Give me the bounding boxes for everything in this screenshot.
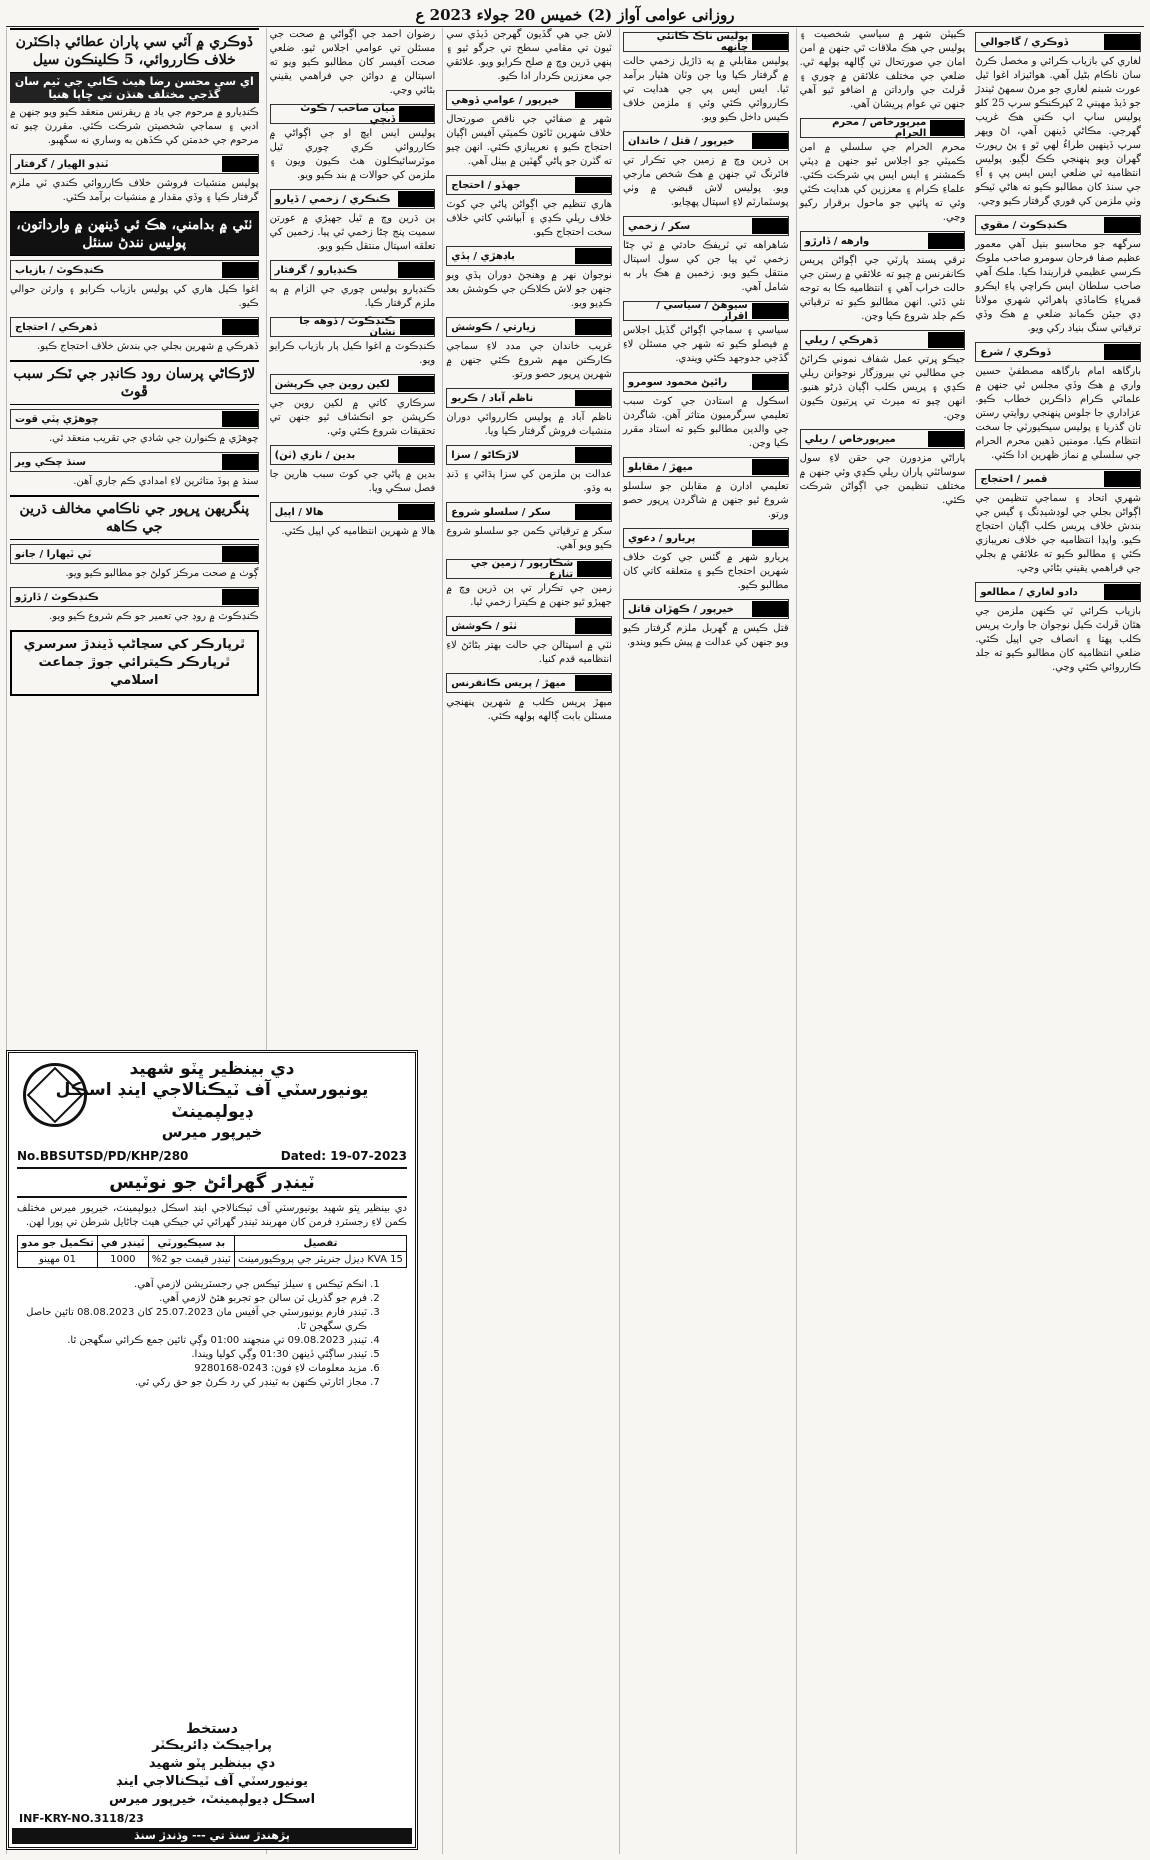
story-location: لاڙڪاڻو / سزا xyxy=(451,449,520,461)
story-slug xyxy=(10,452,259,472)
story-location: ڏهرڪي / احتجاج xyxy=(15,321,97,333)
story-location: رائيڻ محمود سومرو xyxy=(627,376,728,388)
news-story xyxy=(446,175,612,240)
news-story xyxy=(270,260,436,311)
tender-signature xyxy=(9,1721,415,1809)
story-slug xyxy=(623,457,789,477)
tender-td-3: 1000 xyxy=(97,1252,148,1268)
tender-td-1: 15 KVA ڊيزل جنريٽر جي پروڪيورمينٽ xyxy=(234,1252,406,1268)
story-location: ميهڙ / پريس ڪانفرنس xyxy=(451,677,566,689)
tender-date: Dated: 19-07-2023 xyxy=(280,1149,407,1163)
tender-intro: دي بينظير ڀٽو شهيد يونيورسٽي آف ٽيڪنالاجي اينڊ اسڪل ڊيولپمينٽ، خيرپور ميرس مختلف ڪمن لاءِ رجسٽرڊ فرمن کان مهربند ٽينڊر گهرائي ٿي جيڪي هيٺ ڄاڻايل شرطن تي پورا لهن. xyxy=(17,1203,407,1228)
news-story xyxy=(446,388,612,439)
reporter-tag-block xyxy=(575,675,611,691)
list-item: 6. مزيد معلومات لاءِ فون: 0243-9280168 xyxy=(17,1362,367,1376)
story-body: ڪنڊڪوٽ ۾ اغوا ڪيل ٻار بازياب ڪرايو ويو. xyxy=(269,341,436,366)
reporter-tag-block xyxy=(752,133,788,149)
reporter-tag-block xyxy=(575,504,611,520)
news-story xyxy=(270,104,436,183)
tender-conditions xyxy=(17,1278,407,1390)
story-body: هاري تنظيم جي اڳواڻن پاڻي جي کوٽ خلاف ريلي ڪڍي ۽ آبپاشي کاتي خلاف سخت احتجاج ڪيو. xyxy=(446,199,612,238)
news-story xyxy=(446,90,612,169)
tender-title-1: دي بينظير ڀٽو شهيد xyxy=(129,1059,295,1079)
story-body: جيڪو ڀرتي عمل شفاف نموني ڪرائڻ جي مطالبي تي بيروزگار نوجوانن ريلي ڪڍي ۽ پريس ڪلب اڳيان ڌرڻو هنيو. انهن چيو ته ميرٽ تي ڀرتيون ڪيون وڃن. xyxy=(799,354,966,421)
story-location: هالا / اپيل xyxy=(274,506,324,518)
inf-number: INF-KRY-NO.3118/23 xyxy=(19,1812,144,1825)
reporter-tag-block xyxy=(575,92,611,108)
reporter-tag-block xyxy=(398,191,434,207)
story-slug xyxy=(10,317,259,337)
subheadline-1: اي سي محسن رضا هيٺ ڪاني جي ٽيم سان گڏجي مختلف هنڌن تي ڇاپا هنيا xyxy=(10,73,259,103)
story-slug xyxy=(975,32,1141,52)
story-body: شاهراهه تي ٽريفڪ حادثي ۾ ٽي ڄڻا زخمي ٿي پيا جن کي سول اسپتال منتقل ڪيو ويو. زخمين ۾ هڪ ٻار به شامل آهي. xyxy=(622,240,789,293)
reporter-tag-block xyxy=(752,218,788,234)
reporter-tag-block xyxy=(752,459,788,475)
ad-box xyxy=(10,630,259,696)
story-slug xyxy=(10,544,259,564)
story-slug xyxy=(270,374,436,394)
story-body: ڪيپٽن شهر ۾ سياسي شخصيت ۽ پوليس جي هڪ ملاقات ٿي جنهن ۾ امن امان جي صورتحال تي ڳالهه ٻولهه ٿي. ضلعي جي مختلف علائقن ۾ چوري ۽ ڦرلٽ جي وارداتن ۾ اضافو ٿيو آهي جنهن تي عوام پريشان آهي. xyxy=(799,29,966,110)
story-location: پريارو / دعوي xyxy=(627,532,696,544)
signature-line-4: اسڪل ڊيولپمينٽ، خيرپور ميرس xyxy=(108,1792,316,1807)
story-slug xyxy=(446,175,612,195)
reporter-tag-block xyxy=(752,530,788,546)
news-story xyxy=(800,330,966,423)
story-body: ميهڙ پريس ڪلب ۾ شهرين پنهنجي مسئلن بابت ڳالهه ٻولهه ڪئي. xyxy=(446,697,612,722)
story-slug xyxy=(10,587,259,607)
list-item: 3. ٽينڊر فارم يونيورسٽي جي آفيس مان 25.07.2023 کان 08.08.2023 تائين حاصل ڪري سگهجن ٿا. xyxy=(17,1306,367,1334)
news-story xyxy=(270,28,436,98)
story-location: پوليس ناڪ ڪانئي چانهه xyxy=(656,31,749,53)
story-location: ڏوڪري / گاجوالي xyxy=(980,36,1069,48)
story-body: ٻن ڌرين وچ ۾ ٿيل جهيڙي ۾ عورتن سميت پنج ڄڻا زخمي ٿي پيا. زخمين کي تعلقه اسپتال منتقل ڪيو ويو. xyxy=(269,213,436,252)
news-story xyxy=(623,599,789,650)
news-story xyxy=(446,616,612,667)
story-slug xyxy=(623,32,789,52)
reporter-tag-block xyxy=(399,106,434,122)
story-slug xyxy=(446,246,612,266)
story-slug xyxy=(975,469,1141,489)
news-story xyxy=(623,457,789,522)
story-slug xyxy=(446,445,612,465)
story-slug xyxy=(623,301,789,321)
headline-1: ڏوڪري ۾ آئي سي پاران عطائي ڊاڪٽرن خلاف ڪارروائي، 5 ڪلينڪون سيل xyxy=(10,28,259,73)
list-item: 1. انڪم ٽيڪس ۽ سيلز ٽيڪس جي رجسٽريشن لازمي آهي. xyxy=(17,1278,367,1292)
reporter-tag-block xyxy=(222,589,258,605)
story-location: شڪارپور / زمين جي تنازع xyxy=(470,558,574,580)
story-location: ڪنڊڪوٽ / مقوي xyxy=(980,219,1068,231)
reporter-tag-block xyxy=(398,447,434,463)
tender-th-4: تڪميل جو مدو xyxy=(18,1236,98,1252)
story-body: سياسي ۽ سماجي اڳواڻن گڏيل اجلاس ۾ فيصلو ڪيو ته شهر جي مسئلن لاءِ گڏجي جدوجهد ڪئي ويندي. xyxy=(622,325,789,364)
news-story xyxy=(975,469,1141,576)
story-location: ٽي ٽيهارا / جانو xyxy=(15,548,92,560)
news-story xyxy=(10,452,259,489)
story-location: باڊهڙي / ٻڏي xyxy=(451,250,515,262)
news-story xyxy=(975,32,1141,209)
news-story xyxy=(270,502,436,539)
story-slug xyxy=(800,330,966,350)
story-body: تعليمي ادارن ۾ مقابلن جو سلسلو شروع ٿيو جنهن ۾ شاگردن ڀرپور حصو ورتو. xyxy=(622,481,789,520)
tender-heading: ٽينڊر گهرائڻ جو نوٽيس xyxy=(17,1167,407,1198)
story-body: پوليس منشيات فروشن خلاف ڪارروائي ڪندي ٽي ملزم گرفتار ڪيا ۽ وڏي مقدار ۾ منشيات برآمد ڪئي. xyxy=(10,178,259,203)
story-slug xyxy=(270,445,436,465)
list-item: 5. ٽينڊر ساڳئي ڏينهن 01:30 وڳي کوليا ويندا. xyxy=(17,1348,367,1362)
story-slug xyxy=(270,502,436,522)
story-body: شهري اتحاد ۽ سماجي تنظيمن جي اڳواڻن بجلي جي لوڊشيڊنگ ۽ گيس جي بندش خلاف پريس ڪلب اڳيان احتجاج ڪيو. واپڊا انتظاميه جي خلاف نعريبازي ڪئي ۽ مطالبو ڪيو ته علائقي ۾ بجلي جي فراهمي يقيني بڻائي وڃي. xyxy=(975,493,1141,574)
story-body: ڪنڊڪوٽ ۾ روڊ جي تعمير جو ڪم شروع ڪيو ويو. xyxy=(49,611,259,622)
list-item: 7. مجاز اٿارٽي ڪنهن به ٽينڊر کي رد ڪرڻ جو حق رکي ٿي. xyxy=(17,1376,367,1390)
university-logo-icon xyxy=(23,1063,87,1127)
story-location: جهڏو / احتجاج xyxy=(451,179,521,191)
story-location: ناظم آباد / ڪريو xyxy=(451,392,534,404)
story-slug xyxy=(446,559,612,579)
story-location: ٽنڊو الهيار / گرفتار xyxy=(15,158,109,170)
story-slug xyxy=(623,216,789,236)
story-body: سرگهه جو محاسبو بنيل آهي معمور عظيم صفا فرحان سومرو صاحب ملوڪ ڪرسي عظيمي قراريندا ڪيا. ملڪ آهي صاحب سلطان ايس ڪراچي پاءِ ايڪرو قمرپاءِ ڪاماڏي ٻاهرائي شهري مولانا ڊي جيئن ڪمانڊ ضلعي ۾ هڪ وڏي ترقياتي سنگ بنياد رکي ويو. xyxy=(975,239,1141,334)
reporter-tag-block xyxy=(222,319,258,335)
story-slug xyxy=(800,429,966,449)
story-location: سکر / زخمي xyxy=(627,220,691,232)
news-story xyxy=(270,189,436,254)
news-story xyxy=(10,260,259,311)
story-location: خيرپور / عوامي ڏوهي xyxy=(451,94,560,106)
story-location: ڪنڊڪوٽ / ڏارڙو xyxy=(15,591,99,603)
story-slug xyxy=(446,616,612,636)
story-slug xyxy=(446,388,612,408)
headline-2: ٺٽي ۾ بدامني، هڪ ئي ڏينهن ۾ وارداتون، پوليس نندڻ سنئل xyxy=(10,211,259,256)
story-location: ميرپورخاص / محرم الحرام xyxy=(832,117,927,139)
tender-title-3: خيرپور ميرس xyxy=(161,1123,263,1141)
tender-th-1: تفصيل xyxy=(234,1236,406,1252)
story-body: پريارو شهر ۾ گئس جي کوٽ خلاف شهرين احتجاج ڪيو ۽ متعلقه کاتي کان مطالبو ڪيو. xyxy=(622,552,789,591)
story-location: خيرپور / ڪهڙان قاتل xyxy=(627,603,734,615)
story-body: ڳوٺ ۾ صحت مرڪز کولڻ جو مطالبو ڪيو ويو. xyxy=(65,568,259,579)
story-slug xyxy=(270,189,436,209)
news-story xyxy=(446,445,612,496)
reporter-tag-block xyxy=(222,156,258,172)
news-story xyxy=(800,429,966,508)
news-story xyxy=(10,317,259,354)
story-body: قتل ڪيس ۾ گهربل ملزم گرفتار ڪيو ويو جنهن کي عدالت ۾ پيش ڪيو ويندو. xyxy=(622,623,789,648)
story-slug xyxy=(623,131,789,151)
story-slug xyxy=(270,260,436,280)
story-body: بازياب ڪرائي ٽي ڪنهن ملزمن جي هٿان ڦرلٽ ڪيل نوجوان جا وارث پريس ڪلب پهتا ۽ انصاف جي اپيل ڪئي. ضلعي انتظاميه کان مطالبو ڪيو ته جلد ڪارروائي ڪئي وڃي. xyxy=(975,606,1141,673)
story-body: بارگاهه امام بارگاهه مصطفيٰ حسين واري ۾ هڪ وڏي مجلس ٿي جنهن ۾ علمائي ڪرام ذاڪرين خطاب ڪيو. عزاداري جا جلوس پنهنجي روايتي رستن تان گذريا ۽ پوليس سيڪيورٽي جا سخت انتظام ڪيا. مومنين ڏهين محرم الحرام جي سلسلي ۾ نماز ظهرين ادا ڪئي. xyxy=(975,366,1141,461)
reporter-tag-block xyxy=(752,374,788,390)
reporter-tag-block xyxy=(222,411,258,427)
reporter-tag-block xyxy=(930,120,964,136)
reporter-tag-block xyxy=(575,390,611,406)
story-location: وارهه / ڏارڙو xyxy=(804,235,870,247)
reporter-tag-block xyxy=(222,262,258,278)
story-slug xyxy=(975,215,1141,235)
news-story xyxy=(623,131,789,210)
story-body: سکر ۾ ترقياتي ڪمن جو سلسلو شروع ڪيو ويو آهي. xyxy=(446,526,612,551)
tender-notice xyxy=(6,1050,418,1850)
story-location: بدين / ناري (ٺن) xyxy=(274,449,356,461)
story-slug xyxy=(270,317,436,337)
reporter-tag-block xyxy=(928,332,964,348)
tender-ref-no: No.BBSUTSD/PD/KHP/280 xyxy=(17,1149,189,1163)
news-story xyxy=(446,246,612,311)
news-story xyxy=(270,317,436,368)
signature-line-3: يونيورسٽي آف ٽيڪنالاجي اينڊ xyxy=(116,1774,308,1789)
reporter-tag-block xyxy=(575,177,611,193)
story-location: سيوهڻ / سياسي / اقرار xyxy=(656,300,748,322)
news-story xyxy=(975,582,1141,675)
tender-th-3: ٽينڊر في xyxy=(97,1236,148,1252)
tender-td-2: ٽينڊر قيمت جو 2% xyxy=(148,1252,234,1268)
story-location: ڪنڊيارو / گرفتار xyxy=(274,264,358,276)
story-location: ڏهرڪي / ريلي xyxy=(804,334,878,346)
reporter-tag-block xyxy=(1104,584,1140,600)
story-body: ڏهرڪي ۾ شهرين بجلي جي بندش خلاف احتجاج ڪيو. xyxy=(36,341,259,352)
news-story xyxy=(975,342,1141,463)
story-slug xyxy=(10,260,259,280)
story-slug xyxy=(623,372,789,392)
story-location: سکر / سلسلو شروع xyxy=(451,506,551,518)
news-story xyxy=(800,28,966,112)
story-body: ٺٽي ۾ اسپتالن جي حالت بهتر بڻائڻ لاءِ انتظاميه قدم کنيا. xyxy=(446,640,612,665)
story-body: اغوا ڪيل هاري کي پوليس بازياب ڪرايو ۽ وارثن حوالي ڪيو. xyxy=(10,284,259,309)
news-story xyxy=(800,231,966,324)
story-slug xyxy=(623,528,789,548)
story-location: ڪنڊڪوٽ / بازياب xyxy=(15,264,105,276)
column-2 xyxy=(796,28,969,1854)
headline-4: پنگريهن ڀرپور جي ناڪامي مخالف ڌرين جي ڪاهه xyxy=(10,495,259,540)
story-body: پوليس ايس ايڇ او جي اڳواڻي ۾ ڪارروائي ڪري چوري ٿيل موٽرسائيڪلون هٿ ڪيون ويون ۽ ملزمن کي حوالات ۾ بند ڪيو ويو. xyxy=(269,128,436,181)
news-story xyxy=(623,32,789,125)
news-story xyxy=(10,106,259,148)
story-location: ميان صاحب / ڪوٽ ڏيڄي xyxy=(300,103,396,125)
reporter-tag-block xyxy=(575,319,611,335)
story-slug xyxy=(10,154,259,174)
table-row xyxy=(18,1252,407,1268)
news-story xyxy=(270,445,436,496)
list-item: 4. ٽينڊر 09.08.2023 تي منجهند 01:00 وڳي تائين جمع ڪرائي سگهجن ٿا. xyxy=(17,1334,367,1348)
news-story xyxy=(446,28,612,84)
story-slug xyxy=(446,673,612,693)
news-story xyxy=(800,118,966,225)
story-body: نوجوان نهر ۾ وهنجڻ دوران ٻڏي ويو جنهن جو لاش ڪلاڪن جي ڪوشش بعد ڪڍيو ويو. xyxy=(446,270,612,309)
story-location: دادو لغاري / مطالعو xyxy=(980,586,1078,598)
story-body: سنڌ ۾ ٻوڏ متاثرين لاءِ امدادي ڪم جاري آهن. xyxy=(73,476,259,487)
reporter-tag-block xyxy=(575,618,611,634)
news-story xyxy=(10,154,259,205)
story-slug xyxy=(270,104,436,124)
story-body: غريب خاندان جي مدد لاءِ سماجي ڪارڪنن مهم شروع ڪئي جنهن ۾ شهرين ڀرپور حصو ورتو. xyxy=(446,341,612,380)
reporter-tag-block xyxy=(398,262,434,278)
ad-line-2: ٿرپارڪر ڪيترائي جوڙ جماعت اسلامي xyxy=(38,655,231,688)
news-story xyxy=(623,301,789,366)
story-location: ميهڙ / مقابلو xyxy=(627,461,693,473)
reporter-tag-block xyxy=(222,546,258,562)
story-body: ٻاراڻي مزدورن جي حقن لاءِ سول سوسائٽي پاران ريلي ڪڍي وئي جنهن ۾ مختلف تنظيمن جي اڳواڻن شرڪت ڪئي. xyxy=(799,453,966,506)
story-body: زمين جي تڪرار تي ٻن ڌرين وچ ۾ جهيڙو ٿيو جنهن ۾ ڪيترا زخمي ٿيا. xyxy=(446,583,612,608)
news-story xyxy=(623,372,789,451)
story-body: هالا ۾ شهرين انتظاميه کي اپيل ڪئي. xyxy=(281,526,436,537)
tender-table xyxy=(17,1235,407,1268)
reporter-tag-block xyxy=(398,376,434,392)
story-slug xyxy=(10,409,259,429)
story-body: شهر ۾ صفائي جي ناقص صورتحال خلاف شهرين ٽائون ڪميٽي آفيس اڳيان احتجاج ڪيو ۽ نعريبازي ڪئي. انهن چيو ته گٽرن جو پاڻي گهٽين ۾ بيٺل آهي. xyxy=(446,114,612,167)
signature-line-1: پراجيڪٽ ڊائريڪٽر xyxy=(152,1738,272,1753)
news-story xyxy=(270,374,436,439)
headline-3: لاڙڪاڻي پرسان رود ڪانڊر جي ٽڪر سبب ڦوٽ xyxy=(10,360,259,405)
reporter-tag-block xyxy=(575,248,611,264)
story-location: قمبر / احتجاج xyxy=(980,473,1048,485)
story-body: پوليس مقابلي ۾ ٻه ڌاڙيل زخمي حالت ۾ گرفتار ڪيا ويا جن وٽان هٿيار برآمد ٿيا. ايس ايس پي جي هدايت تي ڪارروائي ڪئي وئي ۽ ملزمن خلاف ڪيس داخل ڪيو ويو. xyxy=(622,56,789,123)
story-slug xyxy=(975,582,1141,602)
ad-line-1: ٿرپارڪر کي سڃاڻپ ڏيندڙ سرسري xyxy=(23,637,245,652)
list-item: 2. فرم جو گذريل ٽن سالن جو تجربو هئڻ لازمي آهي. xyxy=(17,1292,367,1306)
news-story xyxy=(446,502,612,553)
news-story xyxy=(10,587,259,624)
story-location: لکين روين جي ڪرپشن xyxy=(274,378,390,390)
column-4 xyxy=(442,28,615,1854)
story-body: ٻن ڌرين وچ ۾ زمين جي تڪرار تي فائرنگ ٿي جنهن ۾ هڪ شخص مارجي ويو. پوليس لاش قبضي ۾ وٺي پوسٽمارٽم لاءِ اسپتال پهچايو. xyxy=(622,155,789,208)
reporter-tag-block xyxy=(1104,471,1140,487)
story-body: بدين ۾ پاڻي جي کوٽ سبب هارين جا فصل سڪي ويا. xyxy=(269,469,436,494)
tender-td-4: 01 مهينو xyxy=(18,1252,98,1268)
story-slug xyxy=(446,502,612,522)
reporter-tag-block xyxy=(400,319,435,335)
story-slug xyxy=(975,342,1141,362)
story-body: ناظم آباد ۾ پوليس ڪارروائي دوران منشيات فروش گرفتار ڪيا ويا. xyxy=(446,412,612,437)
column-3 xyxy=(619,28,792,1854)
story-body: لغاري کي بازياب ڪرائي و مخصل ڪرڻ سان ناڪام بڻيل آهي. هوائيزاد اغوا ٿيل عورت شبنم لغاري جو مرڻ سمهڻ ٿيندڙ جو ڏيڏ مهيني 2 کپرڪنڪو سرپ 25 کلو پوليس ساپ اپ ڪني هڪ غريب گهرجي. مڪاڻي ڏينهن آهي، اڻ ويهر سرپ ڏينهين طراءُ لهي ٿو ۽ پڻ رپورٽ گهران ويو پنهنجي ڪڪ لڳيو. پوليس انتظاميه ٽي ضلعي ايس ايس پي ۽ آءِ جي سنڌ کان مطالبو ڪيو ته هاڻي ٽيڪو وٺي ملزمن کي فوري گرفتار ڪيو وڃي. xyxy=(975,56,1141,207)
tender-th-2: بڊ سيڪيورٽي xyxy=(148,1236,234,1252)
signature-title: دستخط xyxy=(186,1721,238,1737)
signature-line-2: دي بينظير ڀٽو شهيد xyxy=(148,1756,276,1771)
news-story xyxy=(975,215,1141,336)
story-body: سرڪاري کاتي ۾ لکين روين جي ڪرپشن جو انڪشاف ٿيو جنهن تي تحقيقات شروع ڪئي وئي. xyxy=(269,398,436,437)
story-location: خيرپور / قتل / خاندان xyxy=(627,135,735,147)
story-location: چوهڙي پٽي قوت xyxy=(15,413,99,425)
news-story xyxy=(623,528,789,593)
story-body: ڪنڊيارو ۾ مرحوم جي ياد ۾ ريفرنس منعقد ڪيو ويو جنهن ۾ ادبي ۽ سماجي شخصيتن شرڪت ڪئي. مقررن چيو ته مرحوم جي خدمتن کي ڪڏهن به وساري نه سگهبو. xyxy=(10,107,259,146)
reporter-tag-block xyxy=(575,447,611,463)
news-story xyxy=(446,559,612,610)
reporter-tag-block xyxy=(577,561,611,577)
story-body: ترقي پسند پارٽي جي اڳواڻن پريس ڪانفرنس ۾ چيو ته علائقي ۾ رستن جي حالت خراب آهي ۽ انتظاميه ڪا به توجه نٿي ڏئي. انهن مطالبو ڪيو ته ترقياتي ڪم جلد شروع ڪيا وڃن. xyxy=(799,255,966,322)
reporter-tag-block xyxy=(398,504,434,520)
reporter-tag-block xyxy=(752,303,788,319)
story-slug xyxy=(446,90,612,110)
story-location: ڏوڪري / شرع xyxy=(980,346,1051,358)
masthead: روزانی عوامی آواز (2) خمیس 20 جولاء 2023 ع xyxy=(6,4,1144,27)
reporter-tag-block xyxy=(928,431,964,447)
story-location: ڪنڊڪوٽ / ڏوهه جا نشان xyxy=(299,316,396,338)
story-slug xyxy=(623,599,789,619)
news-story xyxy=(10,544,259,581)
story-location: ٺٽو / ڪوشش xyxy=(451,620,517,632)
story-body: چوهڙي ۾ ڪنوارن جي شادي جي تقريب منعقد ٿي. xyxy=(48,433,259,444)
story-location: زيارتي / ڪوشش xyxy=(451,321,536,333)
story-body: عدالت ٻن ملزمن کي سزا ٻڌائي ۽ ڏنڊ به وڌو. xyxy=(446,469,612,494)
news-story xyxy=(446,673,612,724)
story-body: اسڪول ۾ استادن جي کوٽ سبب تعليمي سرگرميون متاثر آهن. شاگردن جي والدين مطالبو ڪيو ته استاد مقرر ڪيا وڃن. xyxy=(622,396,789,449)
story-slug xyxy=(446,317,612,337)
reporter-tag-block xyxy=(752,34,787,50)
story-slug xyxy=(800,231,966,251)
reporter-tag-block xyxy=(1104,344,1140,360)
tender-banner: پڙهندڙ سنڌ تي --- وڌندڙ سنڌ xyxy=(12,1828,412,1844)
story-body: محرم الحرام جي سلسلي ۾ امن ڪميٽي جو اجلاس ٿيو جنهن ۾ ڊپٽي ڪمشنر ۽ ايس ايس پي شرڪت ڪئي. علماءِ ڪرام ۽ معززين کي هدايت ڪئي وئي ته ڀائپي جو ماحول برقرار رکيو وڃي. xyxy=(799,142,966,223)
news-story xyxy=(10,409,259,446)
column-1 xyxy=(972,28,1144,1854)
story-location: ميرپورخاص / ريلي xyxy=(804,433,896,445)
tender-title-2: يونيورسٽي آف ٽيڪنالاجي اينڊ اسڪل ڊيولپمينٽ xyxy=(55,1080,369,1122)
story-slug xyxy=(800,118,966,138)
story-location: ڪنڪري / زخمي / ڏيارو xyxy=(274,193,391,205)
reporter-tag-block xyxy=(928,233,964,249)
news-story xyxy=(623,216,789,295)
reporter-tag-block xyxy=(1104,217,1140,233)
story-body: رضوان احمد جي اڳواڻي ۾ صحت جي مسئلن تي عوامي اجلاس ٿيو. ضلعي صحت آفيسر کان مطالبو ڪيو ويو ته اسپتالن ۾ دوائن جي فراهمي يقيني بڻائي وڃي. xyxy=(269,29,436,96)
news-story xyxy=(446,317,612,382)
story-body: ڪنڊيارو پوليس چوري جي الزام ۾ ٻه ملزم گرفتار ڪيا. xyxy=(269,284,436,309)
story-location: سنڌ چڪي وير xyxy=(15,456,86,468)
reporter-tag-block xyxy=(752,601,788,617)
story-body: لاش جي هي گڏيون گهرجن ڏيڏي سي ٽيون تي مقامي سطح تي جرگو ٿيو ۽ ٻنهي ڌرين وچ ۾ صلح ڪرايو ويو. علائقي جي معززين ڪردار ادا ڪيو. xyxy=(446,29,612,82)
reporter-tag-block xyxy=(222,454,258,470)
reporter-tag-block xyxy=(1104,34,1140,50)
